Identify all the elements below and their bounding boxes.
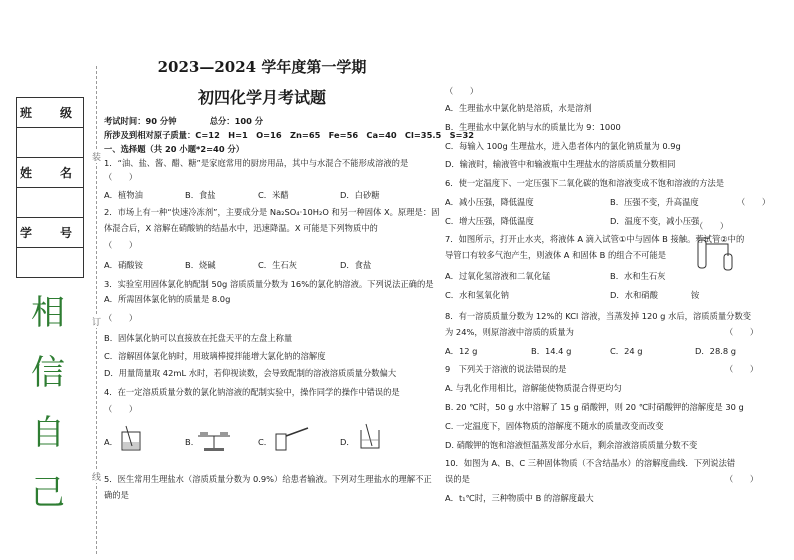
q1-option-a: A．植物油	[104, 190, 143, 200]
answer-bracket-3: （ ）	[104, 313, 138, 323]
q6-option-a: A．减小压强，降低温度	[445, 197, 534, 207]
q8-option-b: B．14.4 g	[531, 346, 572, 356]
name-field[interactable]	[17, 188, 84, 218]
answer-bracket-7: （ ）	[695, 221, 729, 231]
test-tube-apparatus-icon	[692, 234, 748, 274]
time-score: 考试时间：90 分钟 总分：100 分	[104, 116, 264, 126]
answer-bracket-1: （ ）	[104, 172, 138, 182]
binding-mark-3: 线	[92, 470, 101, 483]
question-5-line-2: 确的是	[104, 490, 129, 500]
id-field[interactable]	[17, 248, 84, 278]
answer-bracket-6: （ ）	[737, 197, 771, 207]
q6-option-c: C．增大压强，降低温度	[445, 216, 534, 226]
question-8-line-1: 8．有一溶质质量分数为 12%的 KCl 溶液，当蒸发掉 120 g 水后，溶质质量分数变	[445, 311, 752, 321]
beaker-icon	[118, 424, 148, 452]
q2-option-b: B．烧碱	[185, 260, 216, 270]
answer-bracket-2: （ ）	[104, 240, 138, 250]
q5-option-d: D．输液时，输液管中和输液瓶中生理盐水的溶质质量分数相同	[445, 159, 676, 169]
question-5-line-1: 5．医生常用生理盐水（溶质质量分数为 0.9%）给患者输液。下列对生理盐水的理解不正	[104, 474, 432, 484]
question-2-line-1: 2．市场上有一种“快速冷冻剂”，主要成分是 Na₂SO₄·10H₂O 和另一种固体 X。原理是：固	[104, 207, 440, 217]
q2-option-a: A．硝酸铵	[104, 260, 143, 270]
id-label: 学 号	[17, 218, 84, 248]
answer-bracket-9: （ ）	[725, 364, 759, 374]
question-7-line-1: 7．如图所示，打开止水夹，将液体 A 滴入试管①中与固体 B 接触。若试管②中的	[445, 234, 745, 244]
motto-char-1: 相	[31, 293, 65, 333]
q7-option-b: B．水和生石灰	[610, 271, 666, 281]
q9-option-a: A. 与乳化作用相比，溶解能使物质混合得更均匀	[445, 383, 622, 393]
q4-option-c: C．	[258, 437, 273, 447]
q8-option-d: D．28.8 g	[695, 346, 737, 356]
question-3: 3．实验室用固体氯化钠配制 50g 溶质质量分数为 16%的氯化钠溶液。下列说法正确的是	[104, 279, 434, 289]
q9-option-d: D. 硝酸钾的饱和溶液恒温蒸发部分水后，剩余溶液溶质质量分数不变	[445, 440, 698, 450]
q9-option-c: C. 一定温度下，固体物质的溶解度不随水的质量改变而改变	[445, 421, 664, 431]
motto-char-3: 自	[31, 413, 65, 453]
question-6: 6．使一定温度下、一定压强下二氧化碳的饱和溶液变成不饱和溶液的方法是	[445, 178, 725, 188]
q2-option-c: C．生石灰	[258, 260, 297, 270]
q5-option-c: C．每输入 100g 生理盐水，进入患者体内的氯化钠质量为 0.9g	[445, 141, 681, 151]
q4-option-a: A．	[104, 437, 118, 447]
q3-option-a: A．所需固体氯化钠的质量是 8.0g	[104, 294, 231, 304]
answer-bracket-4: （ ）	[104, 404, 138, 414]
atomic-masses: 所涉及到相对原子质量：C=12 H=1 O=16 Zn=65 Fe=56 Ca=40 Cl=35.5 S=32	[104, 130, 475, 140]
q6-option-d: D．温度不变，减小压强	[610, 216, 700, 226]
question-8-line-2: 为 24%，则原溶液中溶质的质量为	[445, 327, 574, 337]
motto-char-2: 信	[31, 353, 65, 393]
class-label: 班 级	[17, 98, 84, 128]
question-10-line-1: 10．如图为 A、B、C 三种固体物质（不含结晶水）的溶解度曲线．下列说法错	[445, 458, 736, 468]
q5-option-a: A．生理盐水中氯化钠是溶质，水是溶剂	[445, 103, 592, 113]
question-2-line-2: 体混合后，X 溶解在硝酸钠的结晶水中，迅速降温。X 可能是下列物质中的	[104, 223, 378, 233]
q1-option-d: D．白砂糖	[340, 190, 380, 200]
q2-option-d: D．食盐	[340, 260, 372, 270]
q8-option-a: A．12 g	[445, 346, 478, 356]
q10-option-a: A．t₁℃时，三种物质中 B 的溶解度最大	[445, 493, 594, 503]
motto-char-4: 己	[31, 473, 65, 513]
beaker-stir-icon	[356, 422, 386, 452]
q5-option-b: B．生理盐水中氯化钠与水的质量比为 9：1000	[445, 122, 621, 132]
q7-option-d: D．水和硝酸 铵	[610, 290, 700, 300]
q4-option-b: B．	[185, 437, 199, 447]
question-7-line-2: 导管口有较多气泡产生，则液体 A 和固体 B 的组合不可能是	[445, 250, 667, 260]
exam-title: 2023—2024 学年度第一学期	[157, 58, 367, 76]
q9-option-b: B. 20 ℃时，50 g 水中溶解了 15 g 硝酸钾，则 20 ℃时硝酸钾的溶解度是 30 g	[445, 402, 744, 412]
q1-option-b: B．食盐	[185, 190, 216, 200]
binding-mark-2: 订	[92, 315, 101, 328]
q3-option-d: D．用量筒量取 42mL 水时，若仰视读数，会导致配制的溶液溶质质量分数偏大	[104, 368, 397, 378]
q4-option-d: D．	[340, 437, 355, 447]
answer-bracket-8: （ ）	[725, 327, 759, 337]
q1-option-c: C．米醋	[258, 190, 289, 200]
q7-option-c: C．水和氢氧化钠	[445, 290, 509, 300]
question-4: 4．在一定溶质质量分数的氯化钠溶液的配制实验中，操作同学的操作中错误的是	[104, 387, 400, 397]
q6-option-b: B．压强不变，升高温度	[610, 197, 699, 207]
class-field[interactable]	[17, 128, 84, 158]
name-label: 姓 名	[17, 158, 84, 188]
question-9: 9 下列关于溶液的说法错误的是	[445, 364, 567, 374]
answer-bracket-5: （ ）	[445, 86, 479, 96]
balance-icon	[196, 426, 234, 452]
student-info-table	[16, 97, 84, 278]
cylinder-pour-icon	[272, 424, 312, 452]
exam-subtitle: 初四化学月考试题	[197, 88, 326, 107]
section-heading: 一、选择题（共 20 小题*2=40 分）	[104, 144, 245, 154]
question-10-line-2: 误的是	[445, 474, 470, 484]
q7-option-a: A．过氧化氢溶液和二氧化锰	[445, 271, 551, 281]
q3-option-c: C．溶解固体氯化钠时，用玻璃棒搅拌能增大氯化钠的溶解度	[104, 351, 326, 361]
binding-mark-1: 装	[92, 150, 101, 163]
q8-option-c: C．24 g	[610, 346, 643, 356]
question-1: 1．“油、盐、酱、醋、糖”是家庭常用的厨房用品，其中与水混合不能形成溶液的是	[104, 158, 409, 168]
q3-option-b: B．固体氯化钠可以直接放在托盘天平的左盘上称量	[104, 333, 293, 343]
answer-bracket-10: （ ）	[725, 474, 759, 484]
